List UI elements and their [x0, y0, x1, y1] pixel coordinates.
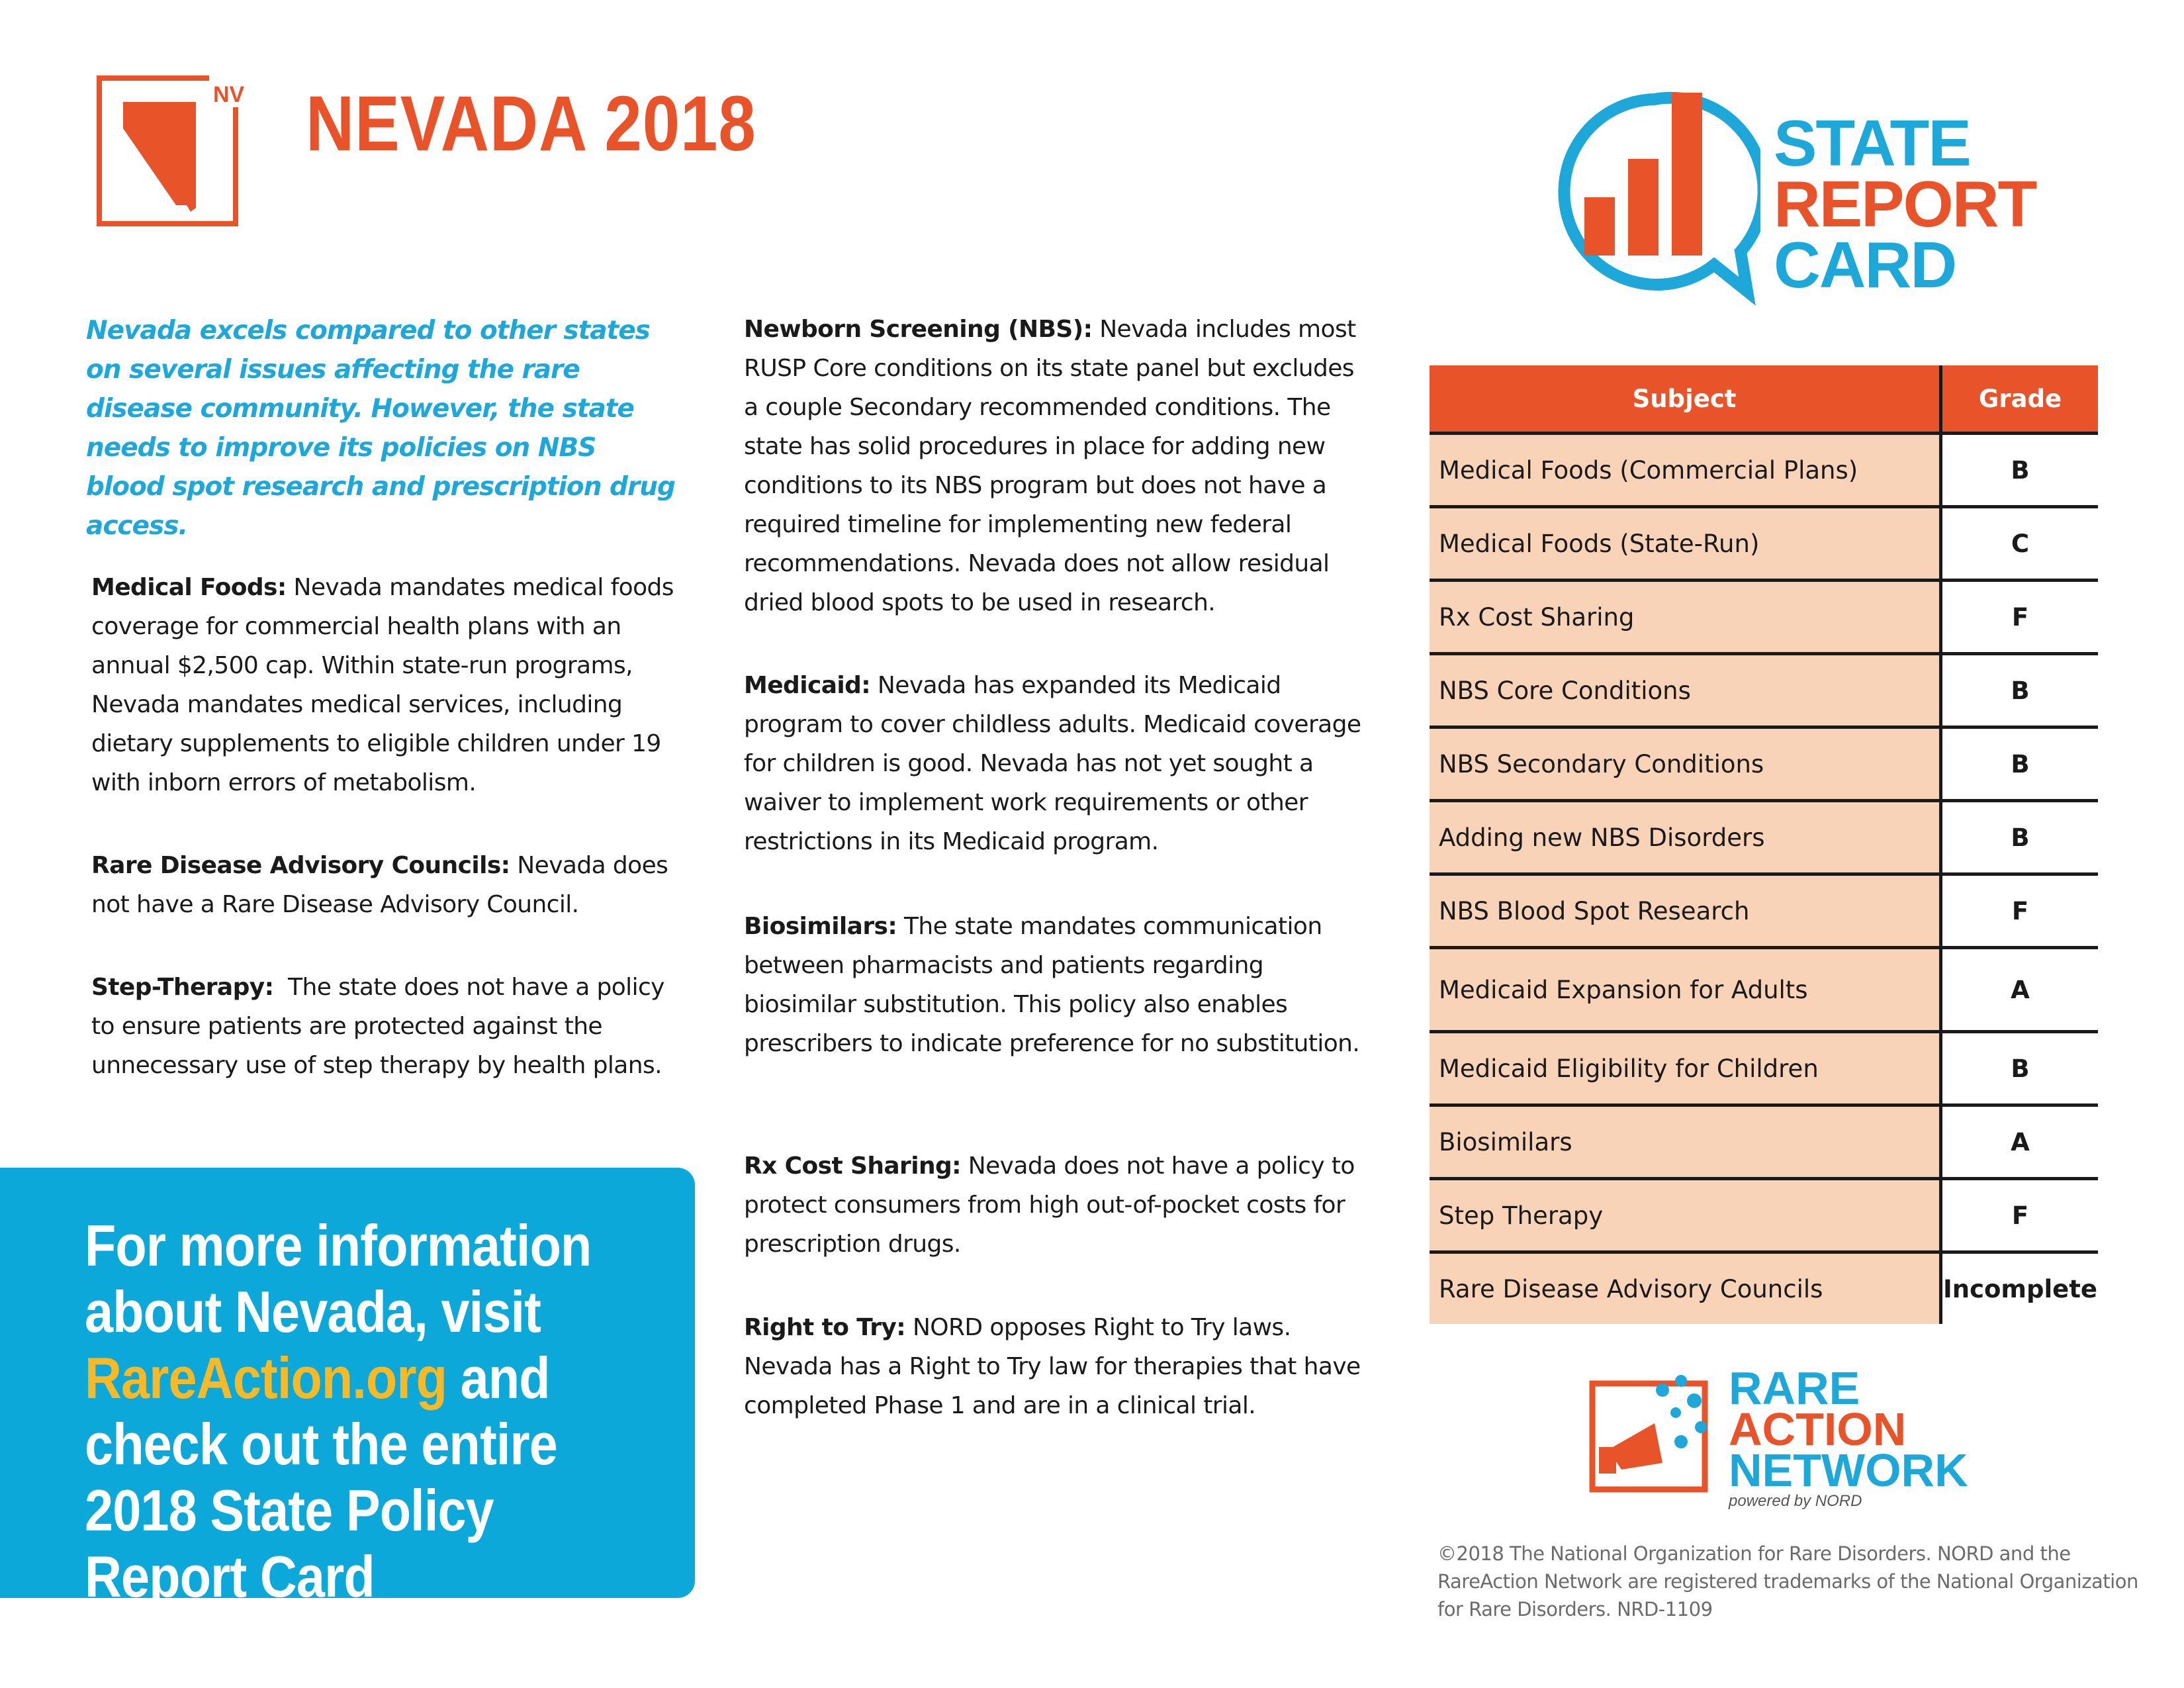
section-medical-foods [91, 568, 687, 802]
table-row [1430, 434, 2098, 507]
wordmark-report: REPORT [1774, 167, 2036, 240]
section-rare-disease-advisory-councils [91, 846, 687, 924]
subject-cell: NBS Core Conditions [1430, 654, 1941, 727]
grade-cell: F [1941, 581, 2099, 654]
section-text: Nevada mandates medical foods coverage for commercial health plans with an annual $2,500 cap. Within state-run programs, Nevada mandates medical services, including dietary supplements to eligible children under 19 with inborn errors of metabolism. [91, 574, 674, 796]
more-info-callout [0, 1168, 695, 1609]
section-text: NORD opposes Right to Try laws. Nevada has a Right to Try law for therapies that have completed Phase 1 and are in a clinical trial. [744, 1314, 1361, 1419]
state-report-card-wordmark [1774, 107, 2052, 301]
table-row [1430, 581, 2098, 654]
subject-cell: Adding new NBS Disorders [1430, 801, 1941, 874]
subject-cell: Biosimilars [1430, 1105, 1941, 1179]
megaphone-icon [1588, 1364, 1721, 1496]
grade-cell: Incomplete [1941, 1252, 2099, 1325]
section-heading: Medicaid: [744, 672, 871, 699]
grade-cell: A [1941, 948, 2099, 1032]
table-row [1430, 1032, 2098, 1105]
state-abbr: NV [213, 82, 245, 107]
section-heading: Medical Foods: [91, 574, 287, 601]
subject-cell: Medical Foods (State-Run) [1430, 507, 1941, 581]
section-step-therapy [91, 968, 687, 1085]
table-row [1430, 1105, 2098, 1179]
table-row [1430, 948, 2098, 1032]
table-row [1430, 874, 2098, 948]
section-heading: Step-Therapy: [91, 974, 274, 1001]
callout-text [85, 1213, 632, 1610]
copyright-notice: ©2018 The National Organization for Rare Disorders. NORD and the RareAction Network are registered trademarks of the National Organization for Rare Disorders. NRD-1109 [1437, 1542, 2138, 1620]
grade-cell: F [1941, 874, 2099, 948]
grade-cell: A [1941, 1105, 2099, 1179]
callout-after: and check out the entire 2018 State Policy Report Card [85, 1345, 557, 1609]
section-text: The state mandates communication between pharmacists and patients regarding biosimilar substitution. This policy also enables prescribers to indicate preference for no substitution. [744, 913, 1360, 1057]
grade-cell: B [1941, 801, 2099, 874]
header-subject: Subject [1430, 365, 1941, 434]
section-text: Nevada does not have a policy to protect consumers from high out-of-pocket costs for prescription drugs. [744, 1152, 1355, 1258]
grade-cell: B [1941, 434, 2099, 507]
wordmark-action: ACTION [1729, 1403, 1907, 1455]
grade-cell: C [1941, 507, 2099, 581]
wordmark-card: CARD [1774, 228, 1956, 301]
callout-before: For more information about Nevada, visit [85, 1213, 592, 1344]
section-medicaid [744, 666, 1366, 861]
section-biosimilars [744, 907, 1366, 1063]
subject-cell: Rare Disease Advisory Councils [1430, 1252, 1941, 1325]
powered-by-nord: powered by NORD [1729, 1492, 1862, 1510]
subject-cell: NBS Secondary Conditions [1430, 727, 1941, 801]
subject-cell: Medicaid Expansion for Adults [1430, 948, 1941, 1032]
section-heading: Rare Disease Advisory Councils: [91, 852, 510, 879]
subject-cell: Rx Cost Sharing [1430, 581, 1941, 654]
page-title: NEVADA 2018 [306, 80, 756, 167]
intro-summary: Nevada excels compared to other states on several issues affecting the rare disease community. However, the state needs to improve its policies on NBS blood spot research and prescription drug access. [86, 316, 675, 541]
rare-action-network-wordmark [1729, 1362, 1968, 1496]
section-text: The state does not have a policy to ensure patients are protected against the unnecessary use of step therapy by health plans. [91, 974, 672, 1079]
grade-cell: B [1941, 1032, 2099, 1105]
grade-cell: F [1941, 1179, 2099, 1252]
table-row [1430, 507, 2098, 581]
grade-cell: B [1941, 654, 2099, 727]
table-row [1430, 801, 2098, 874]
header-grade: Grade [1941, 365, 2099, 434]
section-heading: Biosimilars: [744, 913, 897, 940]
wordmark-state: STATE [1774, 107, 1970, 179]
wordmark-network: NETWORK [1729, 1444, 1968, 1496]
subject-cell: NBS Blood Spot Research [1430, 874, 1941, 948]
section-rx-cost-sharing [744, 1147, 1366, 1264]
table-row [1430, 1252, 2098, 1325]
wordmark-rare: RARE [1729, 1362, 1860, 1414]
grade-table [1430, 365, 2098, 1324]
table-row [1430, 727, 2098, 801]
subject-cell: Step Therapy [1430, 1179, 1941, 1252]
grade-table-header [1430, 365, 2098, 434]
subject-cell: Medical Foods (Commercial Plans) [1430, 434, 1941, 507]
section-text: Nevada includes most RUSP Core conditions on its state panel but excludes a couple Secondary recommended conditions. The state has solid procedures in place for adding new conditions to its NBS program but does not have a required timeline for implementing new federal recommendations. Nevada does not allow residual dried blood spots to be used in research. [744, 316, 1356, 616]
section-text: Nevada does not have a Rare Disease Advisory Council. [91, 852, 668, 918]
rareaction-link[interactable]: RareAction.org [85, 1345, 447, 1411]
nevada-state-logo [97, 75, 250, 229]
grade-cell: B [1941, 727, 2099, 801]
state-report-card-logo-icon [1549, 86, 1760, 311]
section-newborn-screening [744, 310, 1366, 622]
section-right-to-try [744, 1308, 1366, 1425]
subject-cell: Medicaid Eligibility for Children [1430, 1032, 1941, 1105]
section-heading: Newborn Screening (NBS): [744, 316, 1093, 343]
table-row [1430, 654, 2098, 727]
table-row [1430, 1179, 2098, 1252]
section-heading: Rx Cost Sharing: [744, 1152, 961, 1180]
section-heading: Right to Try: [744, 1314, 906, 1341]
section-text: Nevada has expanded its Medicaid program to cover childless adults. Medicaid coverage for children is good. Nevada has not yet sought a waiver to implement work requirements or other restrictions in its Medicaid program. [744, 672, 1361, 855]
